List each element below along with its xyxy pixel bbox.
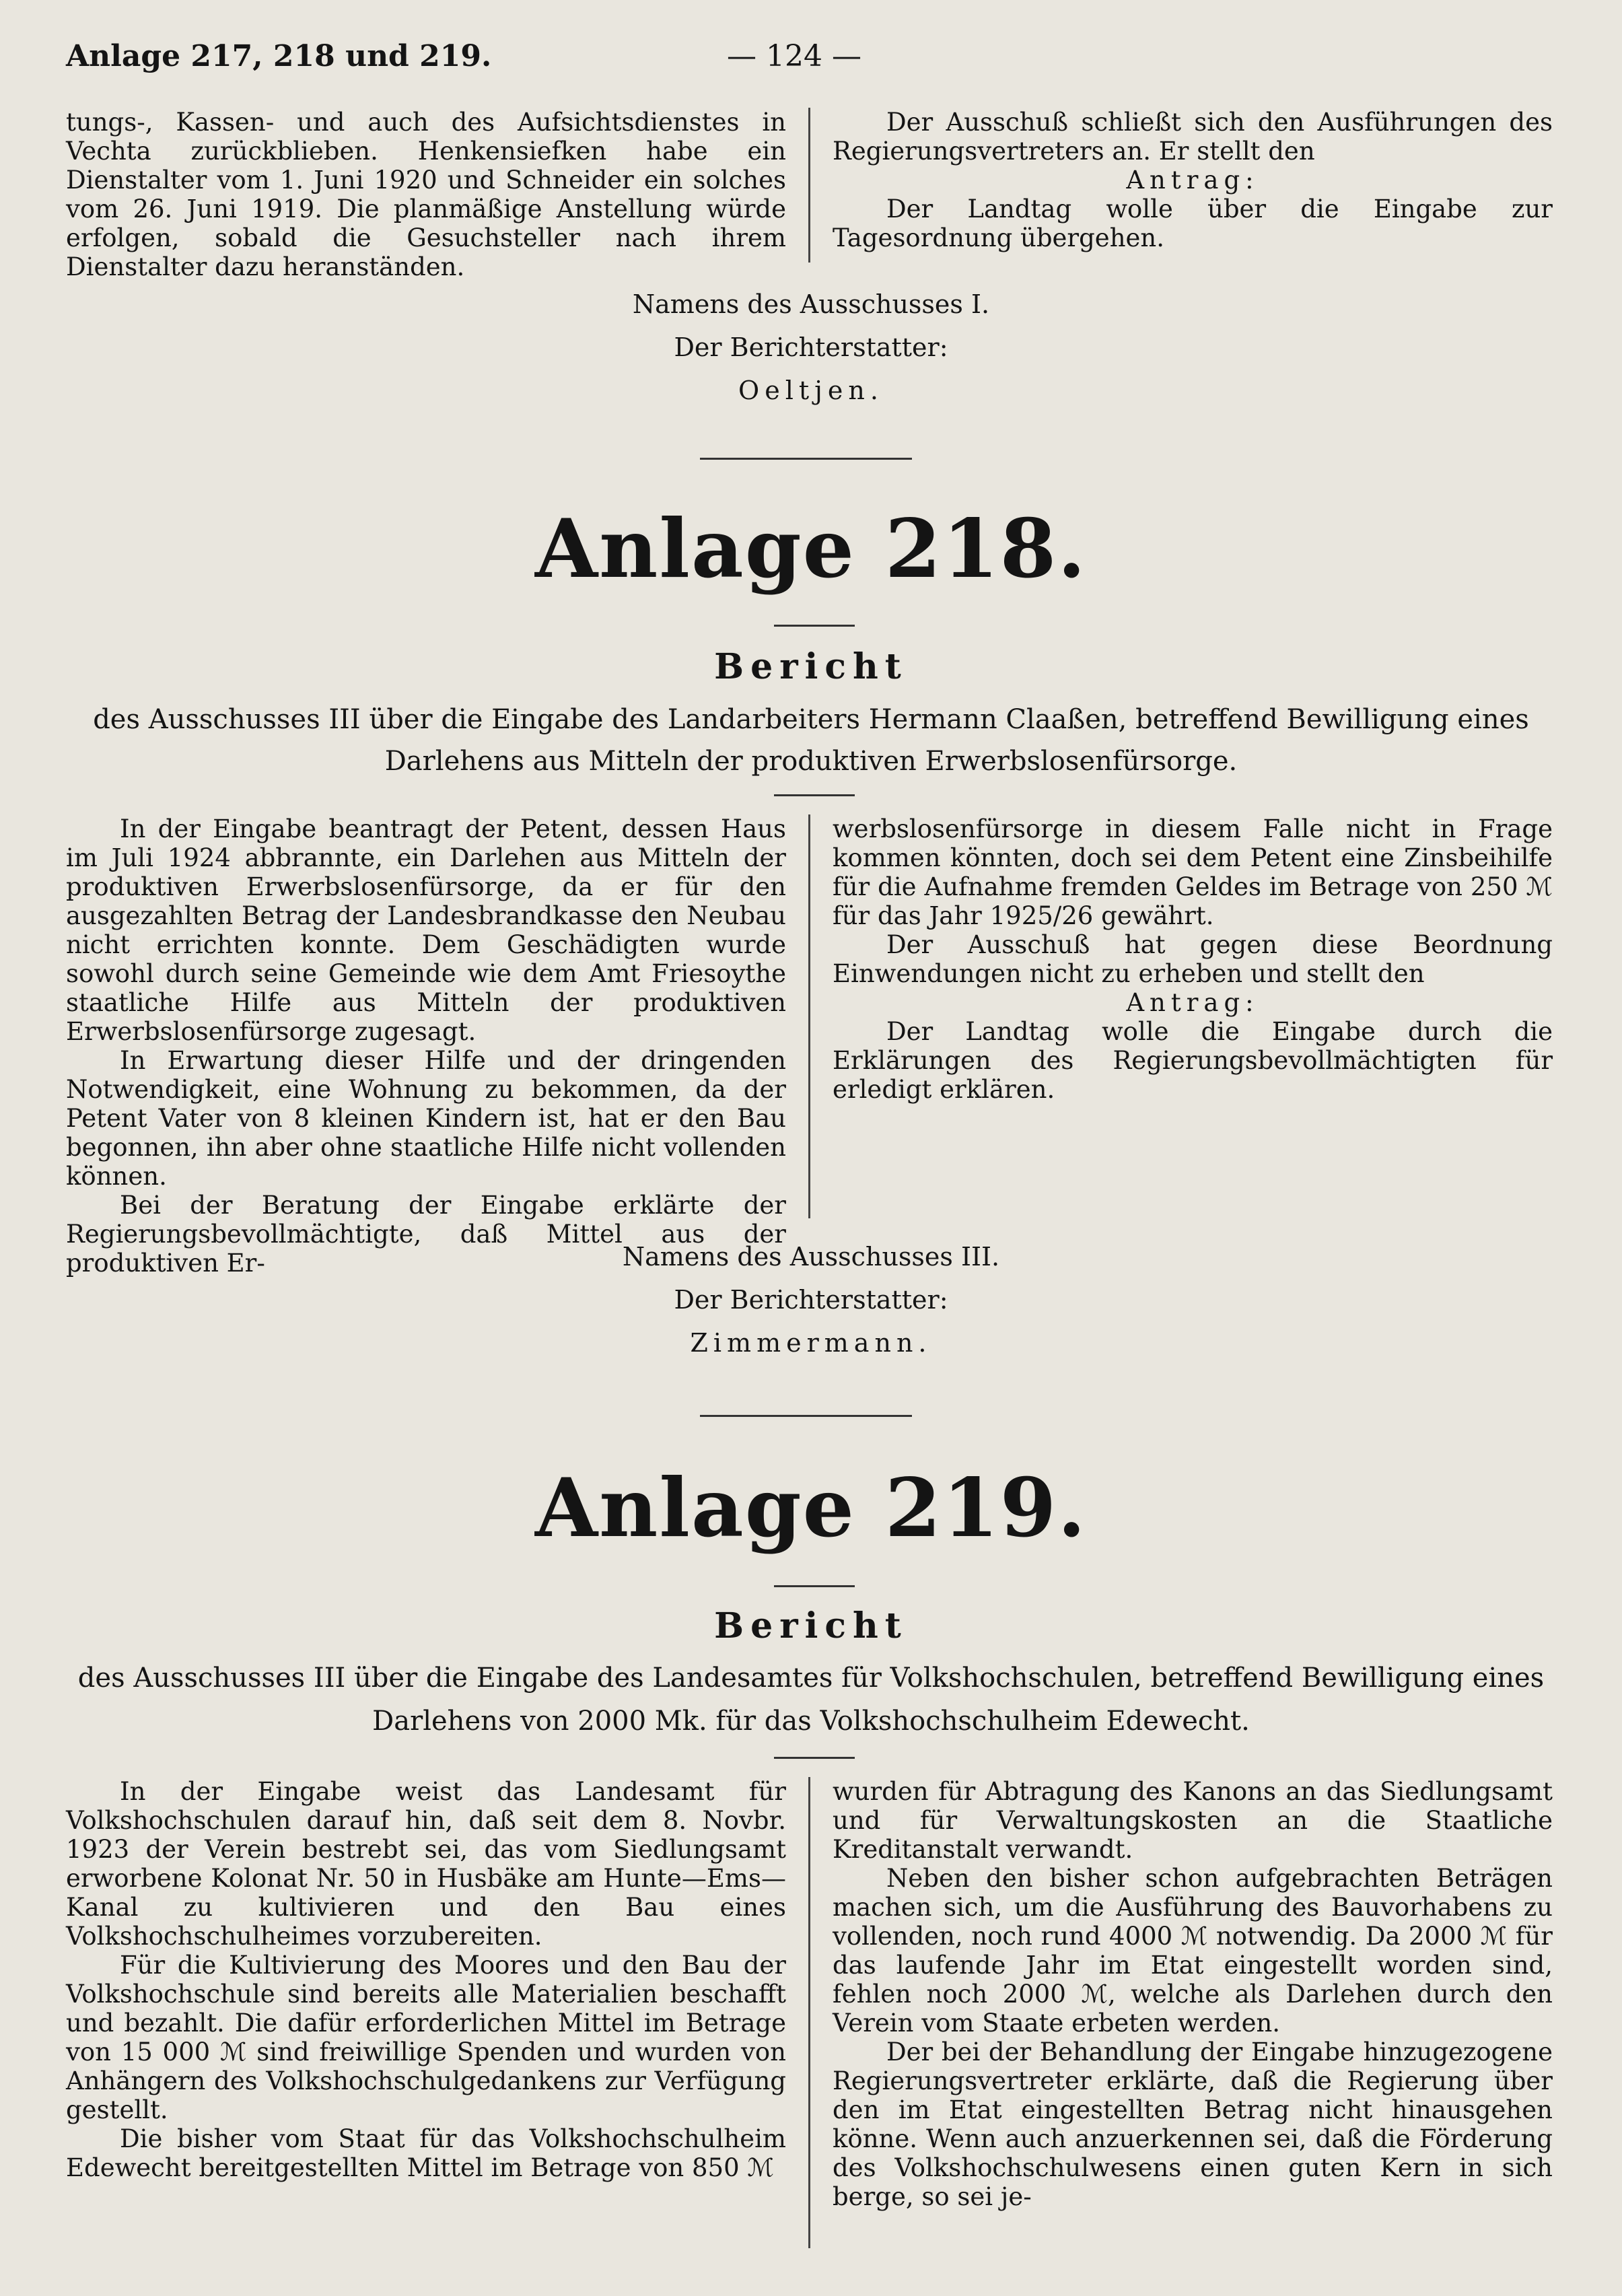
a218-subtitle-line-1: des Ausschusses III über die Eingabe des Landarbeiters Hermann Claaßen, betreffend Bewilligung eines [93,704,1529,735]
a217-right-column [833,108,1553,281]
subtitle-rule [774,1757,855,1759]
section-rule [700,458,912,460]
a217-sign-name: Oeltjen. [738,376,884,405]
a218-left-paragraph-1: In der Eingabe beantragt der Petent, dessen Haus im Juli 1924 abbrannte, ein Darlehen aus Mitteln der produktiven Erwerbslosenfürsorge, da er für den ausgezahlten Betrag der Landesbrandkasse den Neubau nicht errichten konnte. Dem Geschädigten wurde sowohl durch seine Gemeinde wie dem Amt Friesoythe staatliche Hilfe aus Mitteln der produktiven Erwerbslosenfürsorge zugesagt. [66,814,786,1046]
a219-bericht-heading: Bericht [714,1605,908,1646]
column-divider [808,108,810,263]
a219-right-paragraph-1: wurden für Abtragung des Kanons an das Siedlungsamt und für Verwaltungskosten an die Staatliche Kreditanstalt verwandt. [833,1777,1553,1864]
a219-left-column [66,1777,786,2248]
a218-antrag-label: Antrag: [1126,988,1259,1017]
a219-right-paragraph-2: Neben den bisher schon aufgebrachten Beträgen machen sich, um die Ausführung des Bauvorhabens zu vollenden, noch rund 4000 ℳ notwendig. Da 2000 ℳ für das laufende Jahr im Etat eingestellt worden sind, fehlen noch 2000 ℳ, welche als Darlehen durch den Verein vom Staate erbeten werden. [833,1864,1553,2038]
a219-title: Anlage 219. [535,1461,1087,1556]
subtitle-rule [774,794,855,796]
column-divider [808,814,810,1218]
title-rule [774,625,855,627]
running-header: Anlage 217, 218 und 219. [66,39,492,73]
a218-signature-block [0,1235,1622,1364]
a219-left-paragraph-3: Die bisher vom Staat für das Volkshochschulheim Edewecht bereitgestellten Mittel im Betrage von 850 ℳ [66,2124,786,2182]
a218-right-column [833,814,1553,1278]
a218-right-paragraph-2: Der Ausschuß hat gegen diese Beordnung Einwendungen nicht zu erheben und stellt den [833,930,1553,988]
title-rule [774,1585,855,1587]
a218-left-column [66,814,786,1278]
a217-right-paragraph-1: Der Ausschuß schließt sich den Ausführungen des Regierungsvertreters an. Er stellt den [833,108,1553,166]
a218-right-paragraph-1: werbslosenfürsorge in diesem Falle nicht in Frage kommen könnten, doch sei dem Petent eine Zinsbeihilfe für die Aufnahme fremden Geldes im Betrage von 250 ℳ für das Jahr 1925/26 gewährt. [833,814,1553,930]
a218-left-paragraph-2: In Erwartung dieser Hilfe und der dringenden Notwendigkeit, eine Wohnung zu bekommen, da der Petent Vater von 8 kleinen Kindern ist, hat er den Bau begonnen, ihn aber ohne staatliche Hilfe nicht vollenden können. [66,1046,786,1191]
a219-subtitle-line-1: des Ausschusses III über die Eingabe des Landesamtes für Volkshochschulen, betreffend Bewilligung eines [77,1663,1545,1694]
a217-signature-block [0,283,1622,412]
a217-right-paragraph-2: Der Landtag wolle über die Eingabe zur Tagesordnung übergehen. [833,195,1553,252]
column-divider [808,1777,810,2248]
a217-left-column [66,108,786,281]
a219-right-paragraph-3: Der bei der Behandlung der Eingabe hinzugezogene Regierungsvertreter erklärte, daß die Regierung über den im Etat eingestellten Betrag nicht hinausgehen könne. Wenn auch anzuerkennen sei, daß die Förderung des Volkshochschulwesens einen guten Kern in sich berge, so sei je- [833,2038,1553,2211]
a219-right-column [833,1777,1553,2248]
a219-subtitle-line-2: Darlehens von 2000 Mk. für das Volkshochschulheim Edewecht. [372,1706,1250,1737]
a218-sign-role: Der Berichterstatter: [674,1285,948,1315]
a218-columns [66,814,1553,1278]
a218-right-paragraph-3: Der Landtag wolle die Eingabe durch die Erklärungen des Regierungsbevollmächtigten für erledigt erklären. [833,1017,1553,1104]
a218-left-paragraph-3: Bei der Beratung der Eingabe erklärte der Regierungsbevollmächtigte, daß Mittel aus der produktiven Er- [66,1191,786,1278]
a217-left-paragraph: tungs-, Kassen- und auch des Aufsichtsdienstes in Vechta zurückblieben. Henkensiefken habe ein Dienstalter vom 1. Juni 1920 und Schneider ein solches vom 26. Juni 1919. Die planmäßige Anstellung würde erfolgen, sobald die Gesuchsteller nach ihrem Dienstalter dazu heranständen. [66,108,786,281]
a218-sign-committee: Namens des Ausschusses III. [622,1242,1000,1272]
section-rule [700,1415,912,1417]
a218-title: Anlage 218. [535,501,1087,596]
a217-sign-role: Der Berichterstatter: [674,333,948,362]
a219-left-paragraph-2: Für die Kultivierung des Moores und den Bau der Volkshochschule sind bereits alle Materialien beschafft und bezahlt. Die dafür erforderlichen Mittel im Betrage von 15 000 ℳ sind freiwillige Spenden und wurden von Anhängern des Volkshochschulgedankens zur Verfügung gestellt. [66,1951,786,2124]
a219-columns [66,1777,1553,2248]
a218-sign-name: Zimmermann. [690,1328,932,1358]
page-number: — 124 — [727,39,861,73]
a218-bericht-heading: Bericht [714,646,908,687]
a217-sign-committee: Namens des Ausschusses I. [632,289,990,319]
a219-left-paragraph-1: In der Eingabe weist das Landesamt für Volkshochschulen darauf hin, daß seit dem 8. Novbr. 1923 der Verein bestrebt sei, das vom Siedlungsamt erworbene Kolonat Nr. 50 in Husbäke am Hunte—Ems—Kanal zu kultivieren und den Bau eines Volkshochschulheimes vorzubereiten. [66,1777,786,1951]
a218-subtitle-line-2: Darlehens aus Mitteln der produktiven Erwerbslosenfürsorge. [384,746,1238,777]
a217-antrag-label: Antrag: [1126,166,1259,195]
a217-columns [66,108,1553,281]
